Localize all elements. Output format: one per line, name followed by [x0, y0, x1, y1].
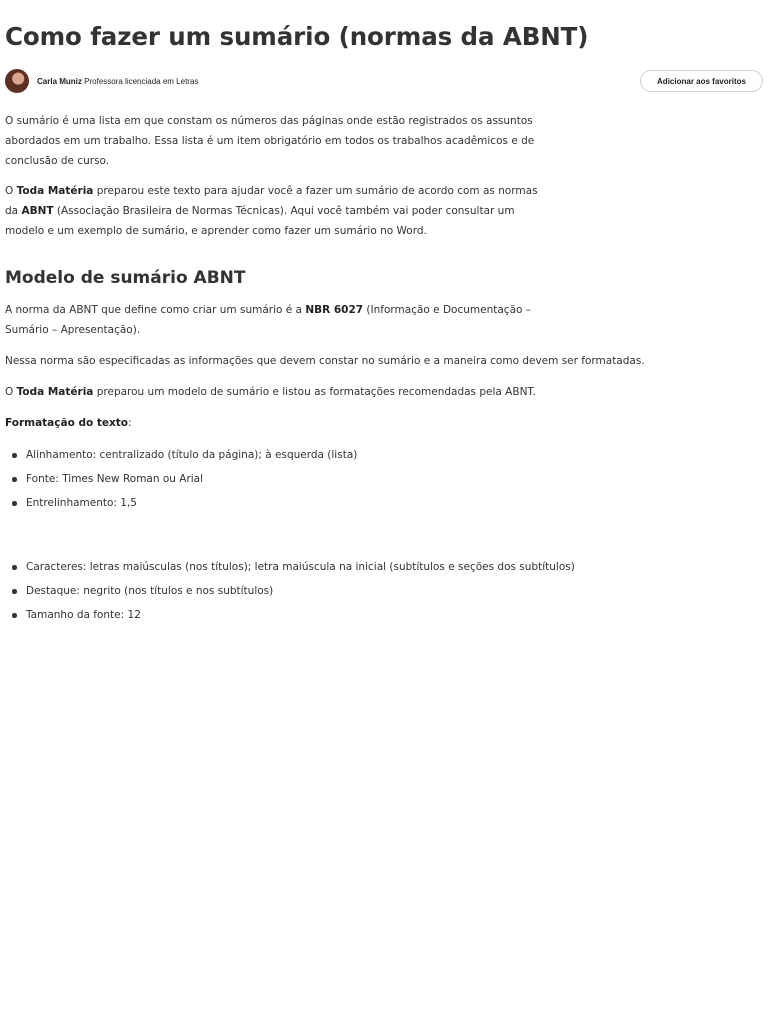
model-paragraph [5, 382, 765, 402]
list-item: Destaque: negrito (nos títulos e nos subtítulos) [5, 581, 575, 605]
add-to-favorites-button[interactable]: Adicionar aos favoritos [640, 70, 763, 92]
spec-paragraph: Nessa norma são especificadas as informações que devem constar no sumário e a maneira como devem ser formatadas. [5, 355, 645, 367]
second-paragraph [5, 181, 545, 241]
author-avatar[interactable] [5, 69, 29, 93]
author-name[interactable]: Carla Muniz [37, 76, 82, 86]
author-info [37, 77, 198, 86]
norm-paragraph [5, 300, 545, 340]
formatting-list-2 [5, 557, 575, 629]
text-segment: preparou um modelo de sumário e listou as formatações recomendadas pela ABNT. [93, 386, 536, 398]
text-segment: (Informação e Documentação – Sumário – Apresentação). [5, 304, 532, 336]
list-item: Fonte: Times New Roman ou Arial [5, 469, 357, 493]
text-segment: (Associação Brasileira de Normas Técnicas). Aqui você também vai poder consultar um modelo e um exemplo de sumário, e aprender como fazer um sumário no Word. [5, 205, 515, 237]
author-byline [5, 68, 198, 94]
list-item: Tamanho da fonte: 12 [5, 605, 575, 629]
list-item: Entrelinhamento: 1,5 [5, 493, 357, 517]
list-item: Caracteres: letras maiúsculas (nos títulos); letra maiúscula na inicial (subtítulos e seções dos subtítulos) [5, 557, 575, 581]
site-name-strong: Toda Matéria [16, 386, 94, 398]
formatting-label [5, 413, 305, 433]
intro-paragraph: O sumário é uma lista em que constam os números das páginas onde estão registrados os assuntos abordados em um trabalho. Essa lista é um item obrigatório em todos os trabalhos acadêmicos e de conclusão de curso. [5, 115, 535, 167]
page-title: Como fazer um sumário (normas da ABNT) [5, 22, 589, 51]
text-segment: A norma da ABNT que define como criar um sumário é a [5, 304, 306, 316]
text-segment: O [5, 185, 17, 197]
text-segment: preparou este texto para ajudar você a fazer um sumário de acordo com as normas da [5, 185, 538, 217]
text-segment: O [5, 386, 17, 398]
site-name-strong: Toda Matéria [16, 185, 94, 197]
abnt-strong: ABNT [21, 205, 54, 217]
formatting-list-1 [5, 445, 357, 517]
formatting-label-strong: Formatação do texto [5, 417, 128, 429]
author-role: Professora licenciada em Letras [84, 76, 199, 86]
section-heading: Modelo de sumário ABNT [5, 268, 246, 288]
text-segment: : [127, 417, 132, 429]
norm-strong: NBR 6027 [305, 304, 364, 316]
list-item: Alinhamento: centralizado (título da página); à esquerda (lista) [5, 445, 357, 469]
